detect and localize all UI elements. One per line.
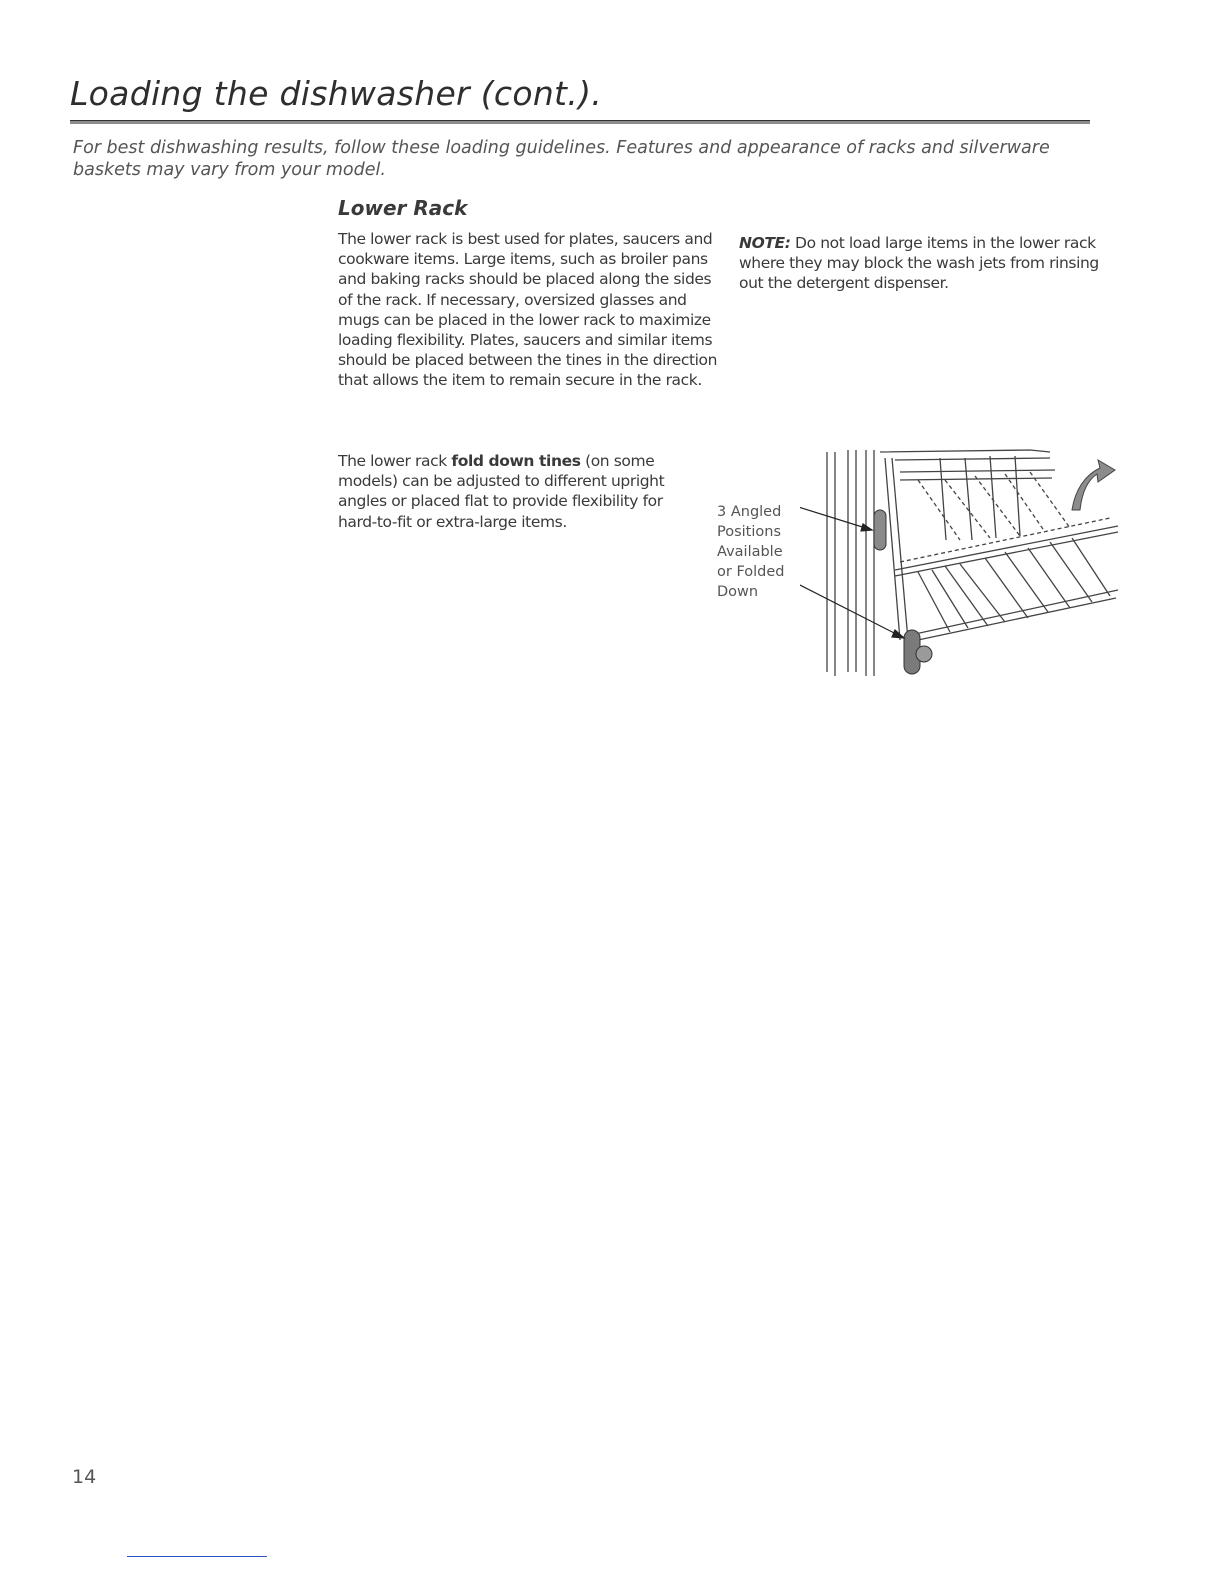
page-number: 14 [72, 1466, 97, 1488]
fold-down-tines-paragraph [338, 451, 696, 532]
note-label: NOTE: [739, 234, 791, 252]
page-title: Loading the dishwasher (cont.). [70, 74, 603, 113]
note-text: Do not load large items in the lower rack where they may block the wash jets from rinsing out the detergent dispenser. [739, 234, 1099, 293]
tines-text-before: The lower rack [338, 452, 452, 470]
callout-line: 3 Angled [717, 504, 782, 520]
tines-text-after: (on some models) can be adjusted to different upright angles or placed flat to provide flexibility for hard-to-fit or extra-large items. [338, 452, 665, 531]
title-divider [70, 120, 1090, 124]
callout-line: Positions [717, 524, 782, 540]
note-paragraph [739, 233, 1114, 294]
lower-rack-heading: Lower Rack [338, 196, 468, 220]
tines-bold-text: fold down tines [451, 452, 581, 470]
tines-callout-label [717, 502, 797, 602]
callout-line: or Folded [717, 564, 785, 580]
lower-rack-paragraph: The lower rack is best used for plates, saucers and cookware items. Large items, such as broiler pans and baking racks should be placed along the sides of the rack. If necessary, oversized glasses and mugs can be placed in the lower rack to maximize loading flexibility. Plates, saucers and similar items should be placed between the tines in the direction that allows the item to remain secure in the rack. [338, 230, 718, 390]
footer-rule [127, 1556, 267, 1557]
callout-line: Down [717, 584, 759, 600]
lower-rack-tines-illustration [800, 440, 1130, 680]
callout-line: Available [717, 544, 783, 560]
intro-text: For best dishwashing results, follow these loading guidelines. Features and appearance of racks and silverware baskets may vary from your model. [73, 138, 1050, 180]
